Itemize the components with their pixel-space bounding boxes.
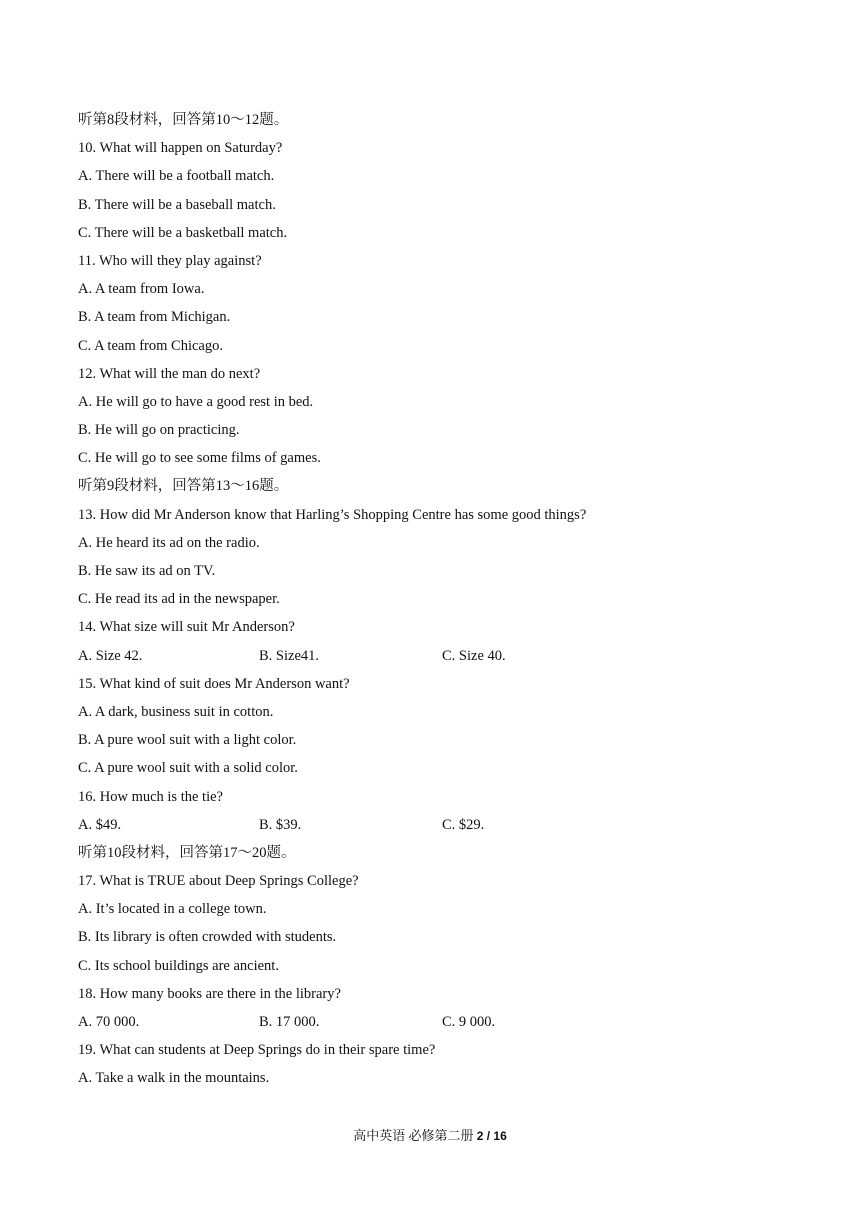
question-stem: 15. What kind of suit does Mr Anderson want? — [78, 675, 350, 692]
answer-option: C. He read its ad in the newspaper. — [78, 591, 280, 608]
answer-option: B. He will go on practicing. — [78, 422, 240, 439]
answer-options-row — [78, 811, 778, 839]
question-stem: 16. How much is the tie? — [78, 788, 223, 805]
answer-option: B. Size41. — [259, 647, 320, 664]
answer-option: A. Take a walk in the mountains. — [78, 1070, 270, 1087]
answer-option: C. Size 40. — [442, 647, 506, 664]
answer-option: A. A team from Iowa. — [78, 281, 205, 298]
answer-option: A. He heard its ad on the radio. — [78, 534, 260, 551]
page-number: 2 / 16 — [476, 1129, 507, 1143]
answer-option: C. Its school buildings are ancient. — [78, 957, 279, 974]
question-stem: 10. What will happen on Saturday? — [78, 140, 283, 157]
section-heading: 听第9段材料，回答第13～16题。 — [78, 478, 289, 495]
answer-option: A. A dark, business suit in cotton. — [78, 703, 274, 720]
answer-option: C. There will be a basketball match. — [78, 224, 288, 241]
answer-option: A. 70 000. — [78, 1014, 140, 1030]
question-stem: 13. How did Mr Anderson know that Harling’s Shopping Centre has some good things? — [78, 506, 587, 523]
answer-option: B. 17 000. — [259, 1014, 320, 1030]
answer-option: C. $29. — [442, 816, 485, 833]
answer-option: C. A pure wool suit with a solid color. — [78, 760, 298, 777]
answer-option: A. It’s located in a college town. — [78, 901, 267, 918]
answer-option: B. Its library is often crowded with students. — [78, 929, 337, 946]
answer-options-row — [78, 642, 778, 670]
question-stem: 11. Who will they play against? — [78, 252, 262, 269]
page-content — [78, 106, 778, 1093]
footer-title: 高中英语 必修第二册 — [353, 1128, 474, 1143]
answer-option: A. He will go to have a good rest in bed. — [78, 393, 314, 410]
answer-option: A. There will be a football match. — [78, 168, 275, 185]
answer-option: A. $49. — [78, 816, 122, 833]
question-stem: 17. What is TRUE about Deep Springs College? — [78, 873, 359, 890]
answer-option: B. There will be a baseball match. — [78, 196, 276, 213]
page-footer — [0, 1127, 860, 1145]
answer-option: B. $39. — [259, 816, 302, 833]
answer-option: B. He saw its ad on TV. — [78, 563, 216, 579]
answer-option: C. A team from Chicago. — [78, 337, 223, 354]
question-stem: 19. What can students at Deep Springs do in their spare time? — [78, 1042, 436, 1059]
question-stem: 12. What will the man do next? — [78, 365, 261, 382]
section-heading: 听第10段材料，回答第17～20题。 — [78, 844, 296, 861]
answer-option: A. Size 42. — [78, 647, 143, 664]
answer-option: B. A team from Michigan. — [78, 309, 231, 326]
answer-options-row — [78, 1008, 778, 1036]
answer-option: B. A pure wool suit with a light color. — [78, 732, 297, 749]
section-heading: 听第8段材料，回答第10～12题。 — [78, 112, 289, 128]
answer-option: C. 9 000. — [442, 1014, 496, 1030]
question-stem: 14. What size will suit Mr Anderson? — [78, 619, 295, 636]
answer-option: C. He will go to see some films of games. — [78, 450, 321, 467]
question-stem: 18. How many books are there in the library? — [78, 985, 341, 1002]
